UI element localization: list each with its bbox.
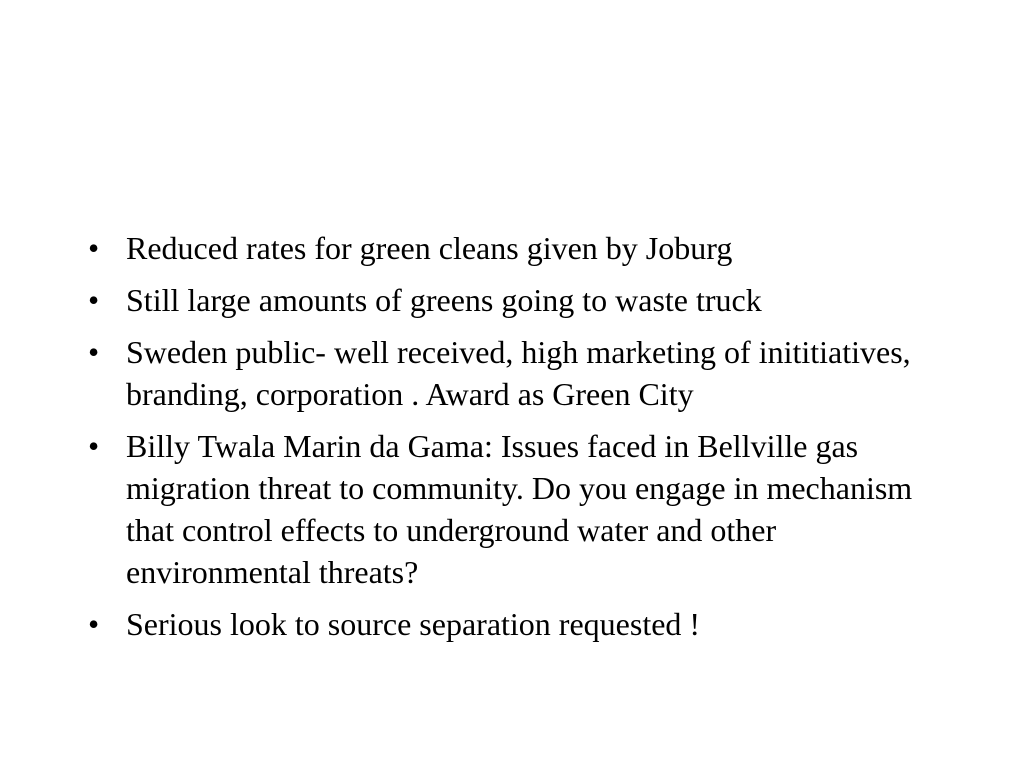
bullet-icon: •: [88, 282, 100, 318]
bullet-item: [88, 227, 938, 269]
bullet-icon: •: [88, 606, 100, 642]
bullet-list: [88, 227, 938, 655]
bullet-item: [88, 331, 938, 415]
bullet-icon: •: [88, 230, 100, 266]
bullet-item: [88, 279, 938, 321]
bullet-text: Still large amounts of greens going to waste truck: [126, 282, 762, 318]
bullet-text: Billy Twala Marin da Gama: Issues faced in Bellville gas migration threat to community. Do you engage in mechanism that control effects to underground water and other environmental threats?: [126, 428, 913, 590]
bullet-text: Serious look to source separation requested !: [126, 606, 701, 642]
bullet-item: [88, 425, 938, 593]
bullet-item: [88, 603, 938, 645]
bullet-icon: •: [88, 334, 100, 370]
bullet-icon: •: [88, 428, 100, 464]
bullet-text: Sweden public- well received, high marketing of inititiatives, branding, corporation . Award as Green City: [126, 334, 911, 412]
bullet-text: Reduced rates for green cleans given by Joburg: [126, 230, 733, 266]
